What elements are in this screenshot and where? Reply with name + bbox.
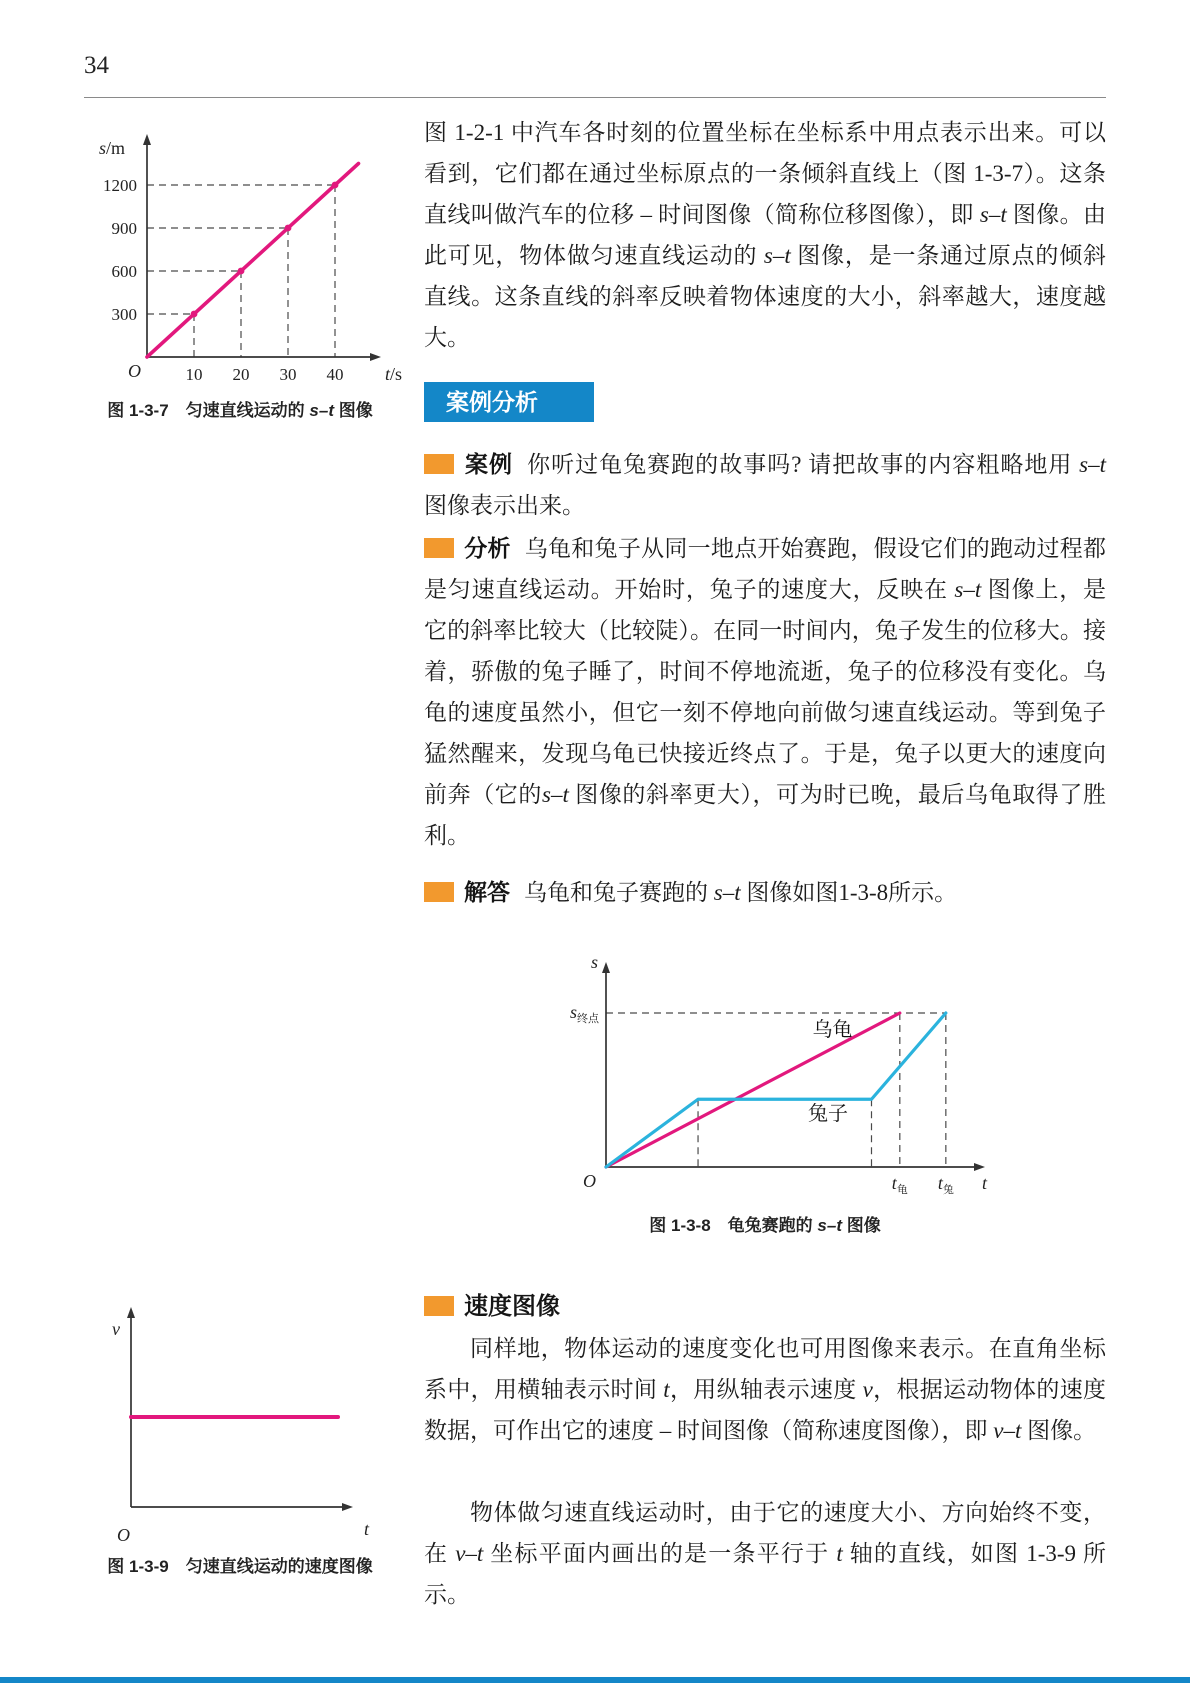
- case-paragraph: [424, 444, 1106, 526]
- svg-text:t兔: $t_兔$: [937, 1173, 954, 1196]
- svg-text:300: 300: [111, 305, 137, 324]
- svg-text:t: t: [982, 1173, 988, 1193]
- intro-paragraph: 图 1-2-1 中汽车各时刻的位置坐标在坐标系中用点表示出来。可以看到，它们都在通过坐标原点的一条倾斜直线上（图 1-3-7）。这条直线叫做汽车的位移 – 时间图像（简称位移图像），即 s–t 图像。由此可见，物体做匀速直线运动的 s–t 图像，是一条通过原点的倾斜直线。这条直线的斜率反映着物体速度的大小，斜率越大，速度越大。: [424, 120, 1107, 350]
- case-text: 你听过龟兔赛跑的故事吗? 请把故事的内容粗略地用 s–t 图像表示出来。: [424, 452, 1107, 518]
- analysis-text: 乌龟和兔子从同一地点开始赛跑，假设它们的跑动过程都是匀速直线运动。开始时，兔子的速度大，反映在 s–t 图像上，是它的斜率比较大（比较陡）。在同一时间内，兔子发生的位移大。接着，骄傲的兔子睡了，时间不停地流逝，兔子的位移没有变化。乌龟的速度虽然小，但它一刻不停地向前做匀速直线运动。等到兔子猛然醒来，发现乌龟已快接近终点了。于是，兔子以更大的速度向前奔（它的s–t 图像的斜率更大），可为时已晚，最后乌龟取得了胜利。: [424, 536, 1107, 848]
- svg-text:t: t: [364, 1519, 370, 1539]
- svg-text:10: 10: [185, 365, 203, 384]
- case-marker-icon: [424, 454, 454, 474]
- analysis-label: 分析: [464, 535, 511, 561]
- fig-1-3-9-chart: [80, 1295, 410, 1550]
- svg-text:t/s: t/s: [385, 364, 403, 384]
- fig-1-3-7-caption: 图 1-3-7 匀速直线运动的 s–t 图像: [107, 401, 373, 420]
- case-analysis-header: 案例分析: [424, 382, 594, 422]
- svg-text:s终点: $s_{终点}$: [569, 1002, 599, 1025]
- answer-label: 解答: [464, 879, 510, 905]
- header-rule: [84, 97, 1106, 98]
- svg-text:s/m: s/m: [98, 138, 125, 158]
- svg-text:40: 40: [326, 365, 344, 384]
- svg-text:600: 600: [111, 262, 137, 281]
- fig-1-3-9-caption: 图 1-3-9 匀速直线运动的速度图像: [107, 1557, 373, 1576]
- svg-text:O: O: [583, 1171, 596, 1191]
- analysis-marker-icon: [424, 538, 454, 558]
- page-number: 34: [84, 52, 109, 79]
- svg-text:兔子: 兔子: [807, 1103, 848, 1126]
- svg-text:O: O: [117, 1525, 130, 1545]
- velocity-section-header: [424, 1286, 1106, 1321]
- answer-paragraph: [424, 872, 1106, 913]
- svg-text:s: s: [590, 952, 598, 972]
- analysis-paragraph: [424, 528, 1106, 856]
- svg-text:900: 900: [111, 219, 137, 238]
- velocity-paragraph-2: 物体做匀速直线运动时，由于它的速度大小、方向始终不变，在 v–t 坐标平面内画出的是一条平行于 t 轴的直线，如图 1-3-9 所示。: [424, 1500, 1107, 1607]
- svg-text:O: O: [128, 361, 141, 381]
- svg-text:t龟: $t_龟$: [891, 1173, 908, 1196]
- velocity-title: 速度图像: [464, 1293, 560, 1320]
- svg-text:v: v: [112, 1319, 120, 1339]
- velocity-marker-icon: [424, 1296, 454, 1316]
- answer-text: 乌龟和兔子赛跑的 s–t 图像如图1-3-8所示。: [524, 880, 958, 905]
- fig-1-3-8-chart: [550, 920, 995, 1210]
- case-label: 案例: [464, 451, 514, 477]
- fig-1-3-7-chart: [85, 112, 415, 392]
- svg-text:30: 30: [279, 365, 297, 384]
- svg-text:乌龟: 乌龟: [812, 1019, 853, 1042]
- svg-text:20: 20: [232, 365, 250, 384]
- page-footer-bar: [0, 1677, 1190, 1683]
- answer-marker-icon: [424, 882, 454, 902]
- svg-text:1200: 1200: [103, 176, 137, 195]
- velocity-paragraph-1: 同样地，物体运动的速度变化也可用图像来表示。在直角坐标系中，用横轴表示时间 t，用纵轴表示速度 v，根据运动物体的速度数据，可作出它的速度 – 时间图像（简称速度图像），即 v–t 图像。: [424, 1336, 1107, 1443]
- fig-1-3-8-caption: 图 1-3-8 龟兔赛跑的 s–t 图像: [649, 1216, 881, 1235]
